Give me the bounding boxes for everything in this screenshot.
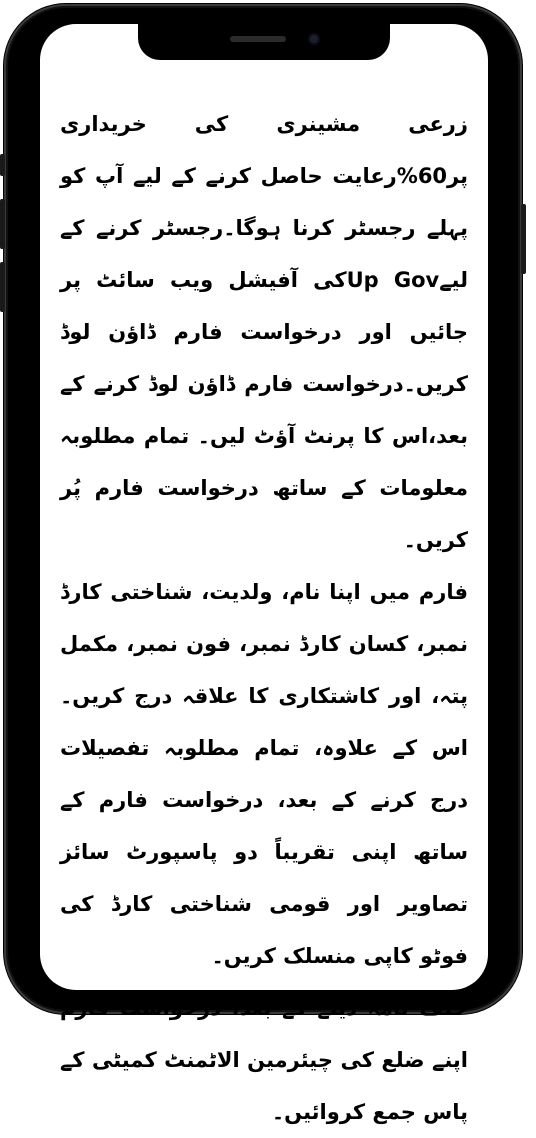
notch: [138, 24, 390, 60]
volume-down-button: [0, 262, 5, 312]
camera-icon: [308, 33, 320, 45]
paragraph-form-details: فارم میں اپنا نام، ولدیت، شناختی کارڈ نمبر، کسان کارڈ نمبر، فون نمبر، مکمل پتہ، اور کاشتکاری کا علاقہ درج کریں۔ اس کے علاوہ، تمام مطلوبہ تفصیلات درج کرنے کے بعد، درخواست فارم کے ساتھ اپنی تقریباً دو پاسپورٹ سائز تصاویر اور قومی شناختی کارڈ کی فوٹو کاپی منسلک کریں۔: [60, 580, 468, 968]
volume-up-button: [0, 199, 5, 249]
phone-screen[interactable]: [40, 24, 488, 1124]
speaker-grille: [230, 36, 286, 42]
power-button: [521, 204, 526, 274]
article-body: [60, 98, 468, 1124]
paragraph-registration: زرعی مشینری کی خریداری پر60%رعایت حاصل کرنے کے لیے آپ کو پہلے رجسٹر کرنا ہوگا۔رجسٹر کرنے کے لیےUp Govکی آفیشل ویب سائٹ پر جائیں اور درخواست فارم ڈاؤن لوڈ کریں۔درخواست فارم ڈاؤن لوڈ کرنے کے بعد،اس کا پرنٹ آؤٹ لیں۔ تمام مطلوبہ معلومات کے ساتھ درخواست فارم پُر کریں۔: [60, 112, 468, 552]
paragraph-submission: حلف نامہ دینے کے بعد، درخواست فارم اپنے ضلع کی چیئرمین الاٹمنٹ کمیٹی کے پاس جمع کروائیں۔: [60, 996, 468, 1124]
silent-switch: [0, 154, 5, 176]
